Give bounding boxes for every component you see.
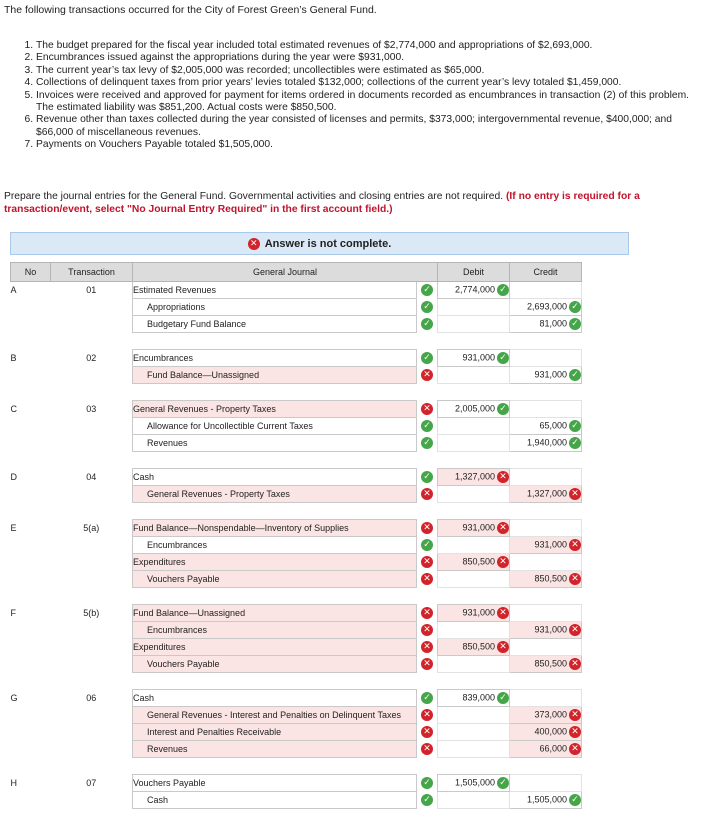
debit-value: 850,500 [462, 641, 496, 652]
debit-field[interactable] [438, 367, 510, 384]
transaction-number [51, 707, 133, 724]
account-status [417, 350, 438, 367]
transaction-item: 2. Encumbrances issued against the appropriations during the year were $931,000. [36, 52, 698, 64]
credit-value: 1,505,000 [526, 794, 568, 805]
incorrect-icon: ✕ [569, 539, 581, 551]
problem-intro: The following transactions occurred for the City of Forest Green’s General Fund. [4, 4, 377, 16]
credit-field[interactable] [510, 316, 582, 333]
debit-field[interactable] [438, 741, 510, 758]
account-status [417, 537, 438, 554]
debit-field[interactable] [438, 418, 510, 435]
account-status [417, 622, 438, 639]
journal-table [10, 262, 582, 826]
debit-field[interactable] [438, 282, 510, 299]
entry-letter: C [10, 404, 17, 414]
entry-letter [11, 656, 51, 673]
debit-field[interactable] [438, 537, 510, 554]
correct-icon: ✓ [421, 318, 433, 330]
transaction-number [51, 724, 133, 741]
correct-icon: ✓ [421, 420, 433, 432]
transaction-item: 1. The budget prepared for the fiscal year included total estimated revenues of $2,774,000 and appropriations of $2,693,000. [36, 40, 698, 52]
entry-letter [11, 367, 51, 384]
journal-row [11, 690, 582, 707]
spacer-row [11, 758, 582, 775]
entry-letter [11, 707, 51, 724]
entry-letter [11, 741, 51, 758]
debit-field[interactable] [438, 775, 510, 792]
account-status [417, 639, 438, 656]
correct-icon: ✓ [421, 794, 433, 806]
incorrect-icon: ✕ [421, 624, 433, 636]
debit-value: 931,000 [462, 607, 496, 618]
correct-icon: ✓ [569, 301, 581, 313]
account-status [417, 367, 438, 384]
debit-value: 839,000 [462, 692, 496, 703]
account-field[interactable]: General Revenues - Property Taxes [133, 401, 417, 418]
credit-value: 931,000 [534, 624, 568, 635]
transaction-number [51, 622, 133, 639]
journal-row [11, 537, 582, 554]
transaction-number [51, 435, 133, 452]
entry-letter [11, 537, 51, 554]
account-status [417, 724, 438, 741]
entry-letter [11, 792, 51, 809]
account-status [417, 741, 438, 758]
journal-row [11, 622, 582, 639]
journal-header-row [11, 263, 582, 282]
account-status [417, 656, 438, 673]
account-field[interactable]: Vouchers Payable [133, 656, 417, 673]
account-status [417, 554, 438, 571]
journal-row [11, 486, 582, 503]
incorrect-icon: ✕ [421, 403, 433, 415]
credit-field[interactable] [510, 435, 582, 452]
correct-icon: ✓ [497, 403, 509, 415]
incorrect-icon: ✕ [421, 369, 433, 381]
entry-letter [11, 724, 51, 741]
account-field[interactable]: Vouchers Payable [133, 775, 417, 792]
account-field[interactable]: Expenditures [133, 639, 417, 656]
entry-letter: A [10, 285, 17, 296]
incorrect-icon: ✕ [497, 522, 509, 534]
entry-letter: D [10, 472, 17, 482]
credit-field[interactable] [510, 418, 582, 435]
incorrect-icon: ✕ [569, 726, 581, 738]
credit-field[interactable] [510, 622, 582, 639]
header-general-journal: General Journal [133, 263, 438, 282]
entry-letter [11, 571, 51, 588]
incorrect-icon: ✕ [248, 238, 260, 250]
transaction-number [51, 571, 133, 588]
debit-field[interactable] [438, 316, 510, 333]
entry-letter [11, 622, 51, 639]
entry-letter: B [10, 353, 17, 363]
debit-field[interactable] [438, 299, 510, 316]
incorrect-icon: ✕ [421, 488, 433, 500]
spacer-row [11, 588, 582, 605]
debit-field[interactable] [438, 690, 510, 707]
credit-field[interactable] [510, 554, 582, 571]
header-debit: Debit [438, 263, 510, 282]
incorrect-icon: ✕ [497, 641, 509, 653]
credit-value: 931,000 [534, 369, 568, 380]
instructions-note: (If no entry is required for a transaction/event, select "No Journal Entry Required" in the first account field.) [4, 191, 640, 215]
transaction-number [51, 316, 133, 333]
entry-letter: F [10, 608, 16, 618]
account-status [417, 299, 438, 316]
account-status [417, 418, 438, 435]
entry-letter [11, 554, 51, 571]
correct-icon: ✓ [497, 692, 509, 704]
transaction-item: 3. The current year’s tax levy of $2,005,000 was recorded; uncollectibles were estimated as $65,000. [36, 65, 698, 77]
debit-field[interactable] [438, 639, 510, 656]
incorrect-icon: ✕ [569, 743, 581, 755]
journal-row [11, 792, 582, 809]
debit-field[interactable] [438, 724, 510, 741]
debit-field[interactable] [438, 469, 510, 486]
debit-value: 1,505,000 [454, 777, 496, 788]
transaction-number: 07 [86, 778, 97, 788]
account-field[interactable]: Vouchers Payable [133, 571, 417, 588]
spacer-row [11, 452, 582, 469]
incorrect-icon: ✕ [421, 726, 433, 738]
journal-row [11, 707, 582, 724]
header-credit: Credit [510, 263, 582, 282]
incorrect-icon: ✕ [421, 522, 433, 534]
correct-icon: ✓ [497, 284, 509, 296]
incorrect-icon: ✕ [421, 658, 433, 670]
transaction-number [51, 299, 133, 316]
correct-icon: ✓ [421, 539, 433, 551]
credit-value: 400,000 [534, 726, 568, 737]
account-status [417, 486, 438, 503]
credit-field[interactable] [510, 401, 582, 418]
account-status [417, 690, 438, 707]
credit-value: 66,000 [539, 743, 568, 754]
spacer-row [11, 384, 582, 401]
incorrect-icon: ✕ [569, 624, 581, 636]
transaction-number: 04 [86, 472, 97, 482]
correct-icon: ✓ [421, 284, 433, 296]
incorrect-icon: ✕ [421, 641, 433, 653]
instructions [4, 191, 698, 216]
correct-icon: ✓ [421, 352, 433, 364]
journal-row [11, 571, 582, 588]
account-field[interactable]: Appropriations [133, 299, 417, 316]
journal-row [11, 656, 582, 673]
credit-value: 1,940,000 [526, 437, 568, 448]
journal-row [11, 605, 582, 622]
transaction-number [51, 418, 133, 435]
transaction-list [22, 40, 698, 152]
correct-icon: ✓ [569, 420, 581, 432]
entry-letter: H [10, 778, 17, 788]
account-status [417, 435, 438, 452]
account-field[interactable]: Estimated Revenues [133, 282, 417, 299]
account-status [417, 792, 438, 809]
transaction-number: 03 [86, 404, 97, 414]
credit-field[interactable] [510, 741, 582, 758]
journal-row [11, 775, 582, 792]
debit-field[interactable] [438, 486, 510, 503]
credit-value: 850,500 [534, 573, 568, 584]
credit-field[interactable] [510, 571, 582, 588]
credit-field[interactable] [510, 605, 582, 622]
debit-field[interactable] [438, 554, 510, 571]
credit-value: 65,000 [539, 420, 568, 431]
credit-field[interactable] [510, 537, 582, 554]
journal-row [11, 639, 582, 656]
credit-field[interactable] [510, 792, 582, 809]
journal-row [11, 418, 582, 435]
transaction-number [51, 741, 133, 758]
transaction-number [51, 656, 133, 673]
account-field[interactable]: Budgetary Fund Balance [133, 316, 417, 333]
correct-icon: ✓ [569, 369, 581, 381]
spacer-row [11, 503, 582, 520]
credit-value: 850,500 [534, 658, 568, 669]
credit-value: 373,000 [534, 709, 568, 720]
entry-letter: E [10, 523, 17, 533]
journal-row [11, 741, 582, 758]
incorrect-icon: ✕ [421, 743, 433, 755]
debit-field[interactable] [438, 520, 510, 537]
journal-body [11, 282, 582, 826]
credit-field[interactable] [510, 656, 582, 673]
journal-row [11, 367, 582, 384]
incorrect-icon: ✕ [569, 488, 581, 500]
debit-field[interactable] [438, 622, 510, 639]
account-field[interactable]: Fund Balance—Unassigned [133, 605, 417, 622]
transaction-number [51, 367, 133, 384]
transaction-number [51, 537, 133, 554]
correct-icon: ✓ [569, 794, 581, 806]
journal-row [11, 299, 582, 316]
incorrect-icon: ✕ [497, 607, 509, 619]
incorrect-icon: ✕ [569, 573, 581, 585]
debit-value: 2,005,000 [454, 403, 496, 414]
transaction-number [51, 554, 133, 571]
transaction-number [51, 639, 133, 656]
journal-row [11, 554, 582, 571]
account-status [417, 316, 438, 333]
entry-letter [11, 639, 51, 656]
credit-value: 2,693,000 [526, 301, 568, 312]
credit-field[interactable] [510, 486, 582, 503]
credit-field[interactable] [510, 367, 582, 384]
correct-icon: ✓ [569, 437, 581, 449]
account-status [417, 469, 438, 486]
spacer-row [11, 809, 582, 826]
account-field[interactable]: Allowance for Uncollectible Current Taxes [133, 418, 417, 435]
debit-field[interactable] [438, 571, 510, 588]
account-field[interactable]: Interest and Penalties Receivable [133, 724, 417, 741]
correct-icon: ✓ [497, 777, 509, 789]
credit-field[interactable] [510, 775, 582, 792]
account-status [417, 282, 438, 299]
transaction-number: 02 [86, 353, 97, 363]
journal-row [11, 469, 582, 486]
debit-field[interactable] [438, 707, 510, 724]
correct-icon: ✓ [421, 471, 433, 483]
debit-value: 850,500 [462, 556, 496, 567]
journal-row [11, 282, 582, 299]
incorrect-icon: ✕ [421, 556, 433, 568]
journal-row [11, 401, 582, 418]
credit-field[interactable] [510, 707, 582, 724]
spacer-row [11, 673, 582, 690]
entry-letter: G [10, 693, 18, 703]
transaction-item: 7. Payments on Vouchers Payable totaled $1,505,000. [36, 139, 698, 151]
incorrect-icon: ✕ [497, 471, 509, 483]
entry-letter [11, 299, 51, 316]
account-status [417, 775, 438, 792]
transaction-number: 06 [86, 693, 97, 703]
account-field[interactable]: General Revenues - Property Taxes [133, 486, 417, 503]
credit-value: 81,000 [539, 318, 568, 329]
journal-row [11, 350, 582, 367]
credit-field[interactable] [510, 299, 582, 316]
transaction-item: 4. Collections of delinquent taxes from prior years’ levies totaled $132,000; collections of the current year’s levy totaled $1,459,000. [36, 77, 698, 89]
transaction-number: 5(a) [83, 523, 100, 533]
credit-value: 1,327,000 [526, 488, 568, 499]
account-field[interactable]: Encumbrances [133, 622, 417, 639]
entry-letter [11, 435, 51, 452]
debit-field[interactable] [438, 792, 510, 809]
transaction-number: 01 [86, 285, 97, 296]
credit-field[interactable] [510, 724, 582, 741]
entry-letter [11, 418, 51, 435]
entry-letter [11, 316, 51, 333]
debit-field[interactable] [438, 605, 510, 622]
account-status [417, 605, 438, 622]
account-status [417, 401, 438, 418]
debit-field[interactable] [438, 350, 510, 367]
transaction-number [51, 486, 133, 503]
credit-field[interactable] [510, 690, 582, 707]
account-field[interactable]: Expenditures [133, 554, 417, 571]
debit-field[interactable] [438, 401, 510, 418]
journal-row [11, 316, 582, 333]
account-field[interactable]: Cash [133, 792, 417, 809]
credit-field[interactable] [510, 520, 582, 537]
header-transaction: Transaction [51, 263, 133, 282]
account-field[interactable]: Cash [133, 469, 417, 486]
header-no: No [11, 263, 51, 282]
account-status [417, 520, 438, 537]
debit-value: 2,774,000 [454, 284, 496, 295]
journal-row [11, 520, 582, 537]
banner-text: Answer is not complete. [264, 237, 392, 250]
credit-field[interactable] [510, 469, 582, 486]
spacer-row [11, 333, 582, 350]
correct-icon: ✓ [421, 692, 433, 704]
correct-icon: ✓ [421, 301, 433, 313]
entry-letter [11, 486, 51, 503]
transaction-number [51, 792, 133, 809]
account-field[interactable]: Encumbrances [133, 350, 417, 367]
incorrect-icon: ✕ [421, 709, 433, 721]
debit-field[interactable] [438, 656, 510, 673]
correct-icon: ✓ [569, 318, 581, 330]
account-field[interactable]: General Revenues - Interest and Penalties on Delinquent Taxes [133, 707, 417, 724]
transaction-number: 5(b) [83, 608, 100, 618]
account-status [417, 571, 438, 588]
debit-field[interactable] [438, 435, 510, 452]
transaction-item: 6. Revenue other than taxes collected during the year consisted of licenses and permits, $373,000; intergovernmental revenue, $400,000; and $66,000 of miscellaneous revenues. [36, 114, 698, 139]
incorrect-icon: ✕ [421, 607, 433, 619]
journal-row [11, 435, 582, 452]
credit-value: 931,000 [534, 539, 568, 550]
correct-icon: ✓ [497, 352, 509, 364]
journal-row [11, 724, 582, 741]
account-status [417, 707, 438, 724]
debit-value: 931,000 [462, 522, 496, 533]
account-field[interactable]: Encumbrances [133, 537, 417, 554]
incorrect-icon: ✕ [569, 658, 581, 670]
debit-value: 1,327,000 [454, 471, 496, 482]
debit-value: 931,000 [462, 352, 496, 363]
incorrect-icon: ✕ [421, 573, 433, 585]
instructions-text: Prepare the journal entries for the General Fund. Governmental activities and closing entries are not required. [4, 191, 504, 202]
account-field[interactable]: Fund Balance—Nonspendable—Inventory of Supplies [133, 520, 417, 537]
credit-field[interactable] [510, 639, 582, 656]
transaction-item: 5. Invoices were received and approved for payment for items ordered in documents recorded as encumbrances in transaction (2) of this problem. The estimated liability was $851,200. Actual costs were $850,500. [36, 90, 698, 115]
account-field[interactable]: Fund Balance—Unassigned [133, 367, 417, 384]
incorrect-icon: ✕ [569, 709, 581, 721]
account-field[interactable]: Revenues [133, 741, 417, 758]
answer-status-banner [10, 232, 629, 255]
account-field[interactable]: Cash [133, 690, 417, 707]
credit-field[interactable] [510, 282, 582, 299]
correct-icon: ✓ [421, 437, 433, 449]
incorrect-icon: ✕ [497, 556, 509, 568]
credit-field[interactable] [510, 350, 582, 367]
correct-icon: ✓ [421, 777, 433, 789]
account-field[interactable]: Revenues [133, 435, 417, 452]
